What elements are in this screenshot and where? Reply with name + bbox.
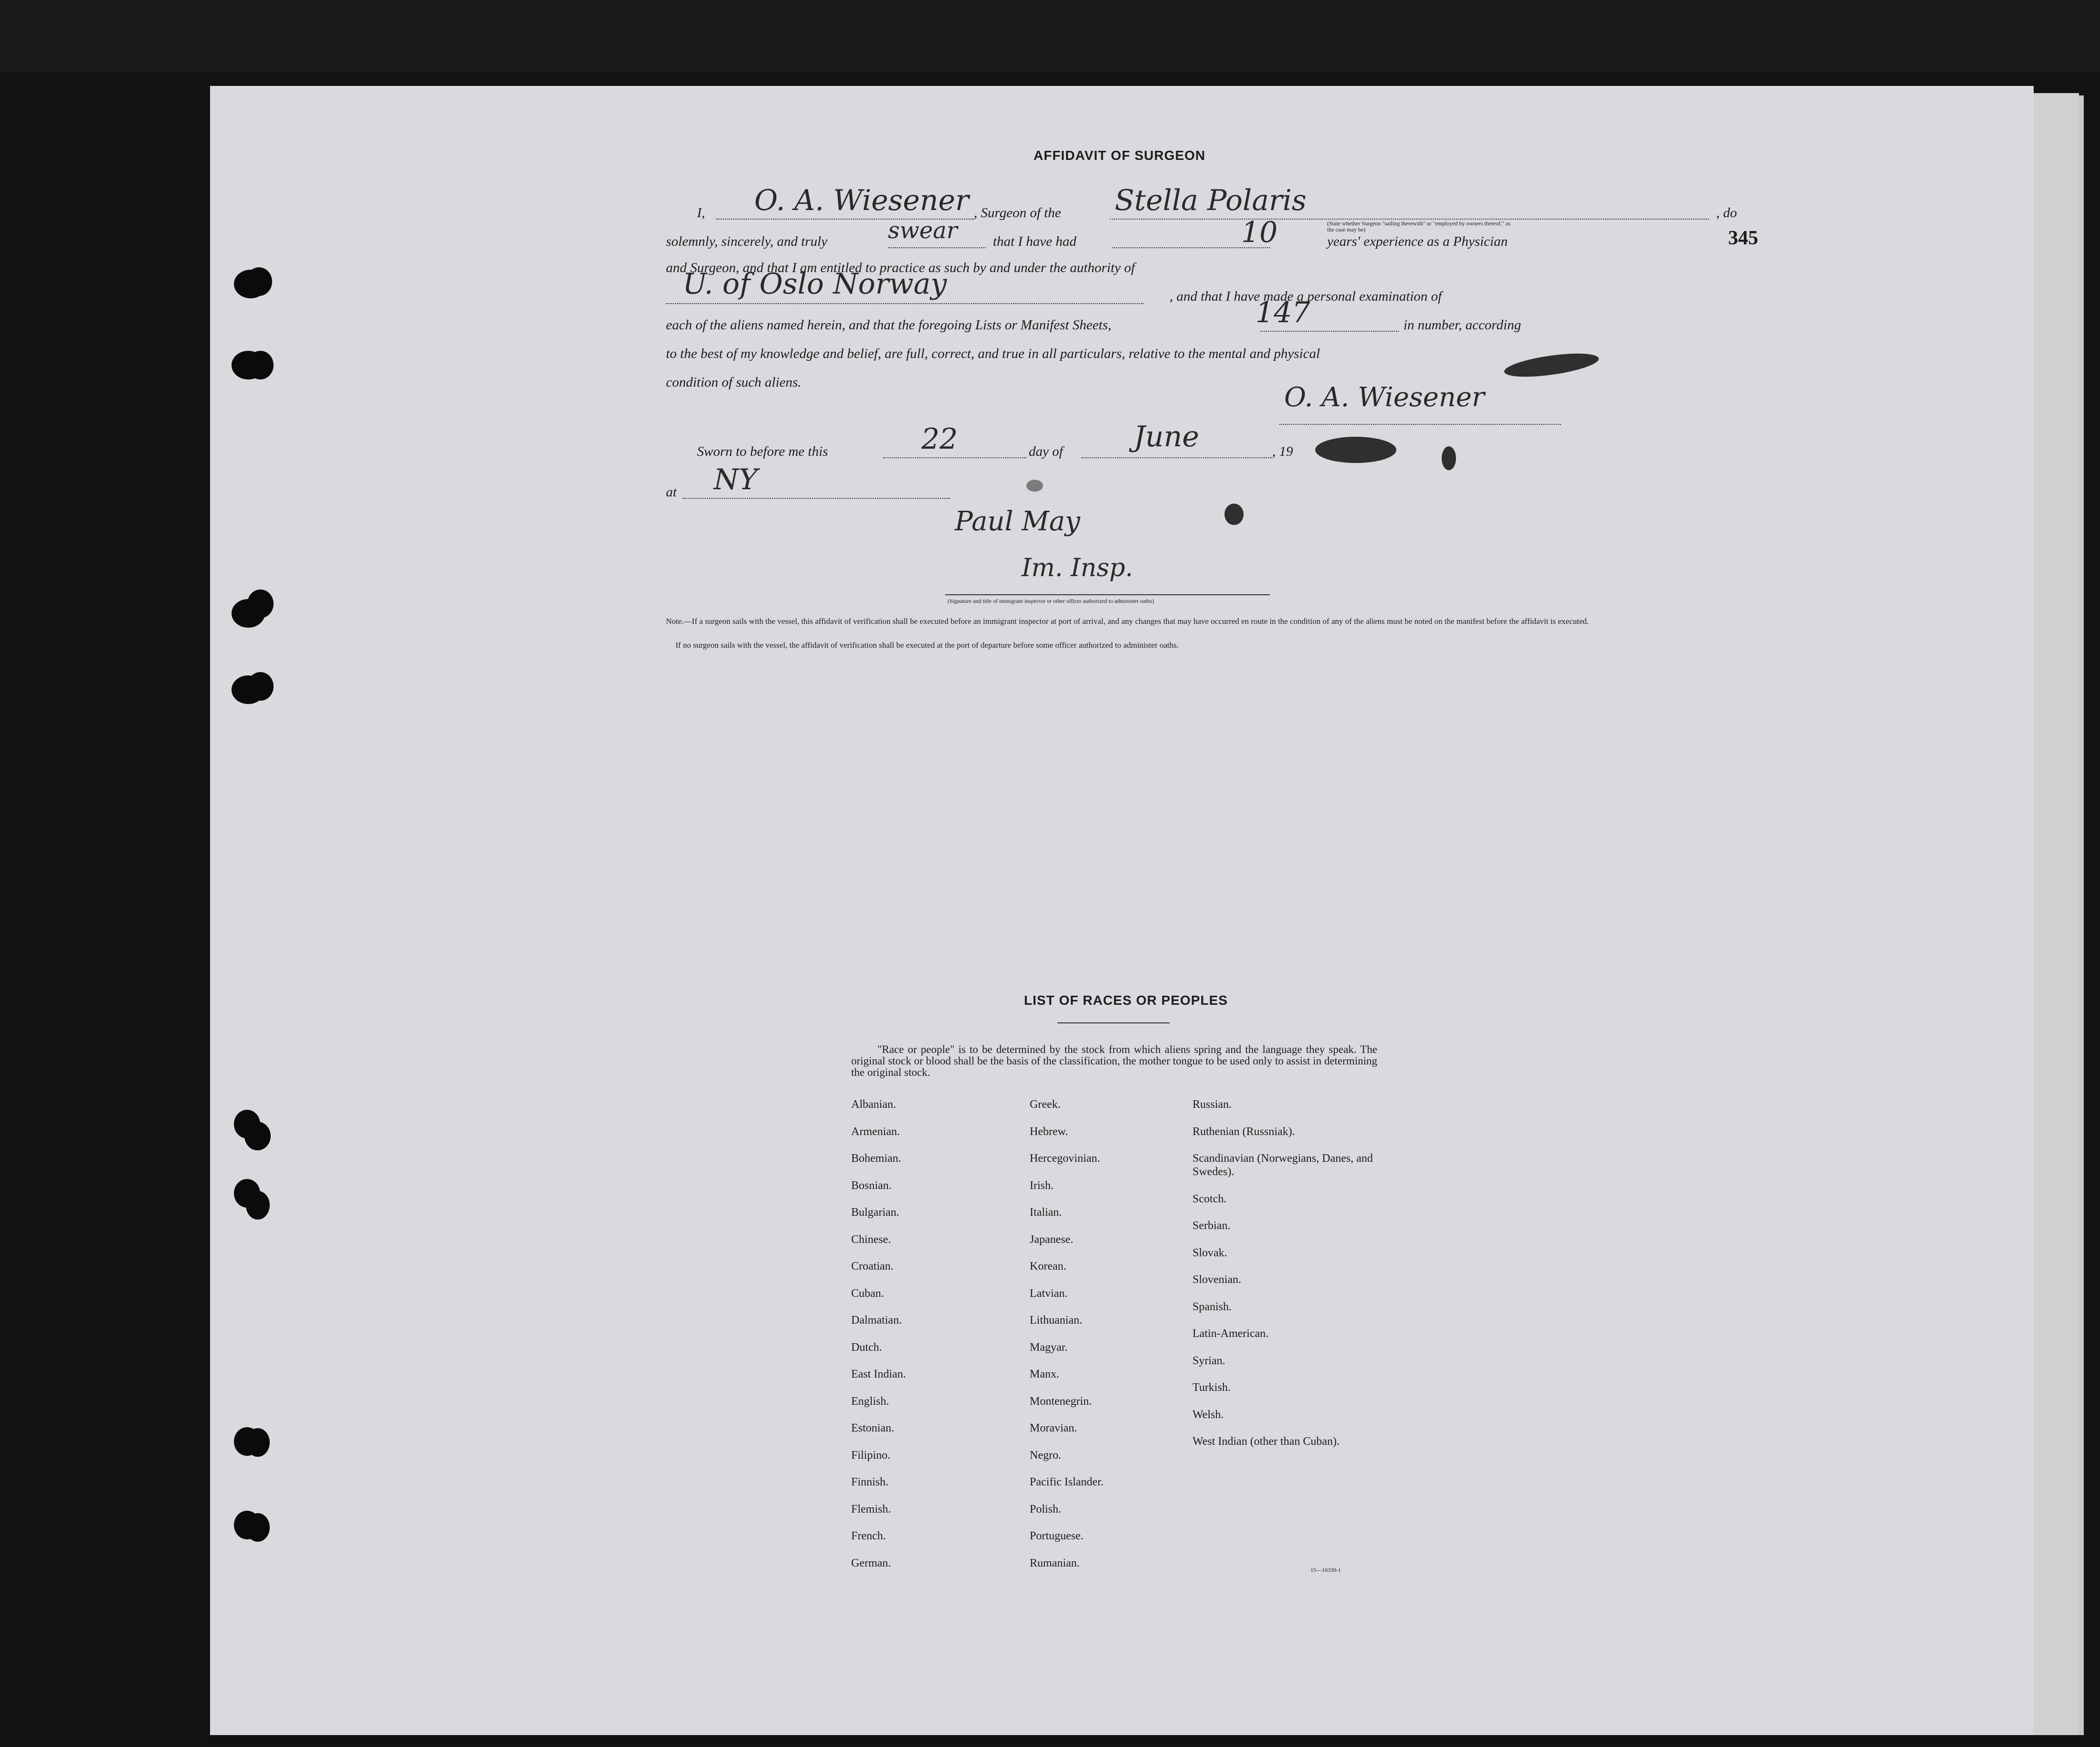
form-number: 15—10330-1 xyxy=(1310,1567,1341,1573)
race-item: Scandinavian (Norwegians, Danes, and Swedes). xyxy=(1192,1152,1373,1178)
place-line xyxy=(683,498,950,499)
officer-signature: Paul May xyxy=(955,506,1080,537)
label-day-of: day of xyxy=(1029,444,1063,459)
race-item: Latvian. xyxy=(1030,1287,1068,1300)
sworn-month-line xyxy=(1081,457,1272,458)
race-item: Albanian. xyxy=(851,1098,896,1111)
race-item: Serbian. xyxy=(1192,1220,1231,1232)
race-item: Magyar. xyxy=(1030,1341,1068,1354)
label-sworn: Sworn to before me this xyxy=(697,444,828,459)
sheets-line xyxy=(1260,331,1399,332)
race-item: Korean. xyxy=(1030,1260,1066,1273)
label-in-number: in number, according xyxy=(1404,317,1521,333)
race-item: West Indian (other than Cuban). xyxy=(1192,1435,1340,1448)
label-that-i-have-had: that I have had xyxy=(993,234,1076,249)
label-i: I, xyxy=(697,205,705,221)
race-item: Greek. xyxy=(1030,1098,1061,1111)
punch-hole xyxy=(246,267,272,296)
surgeon-signature-line xyxy=(1279,424,1561,425)
race-item: Bosnian. xyxy=(851,1179,892,1192)
punch-hole xyxy=(246,1191,270,1220)
label-personal-exam: , and that I have made a personal examination of xyxy=(1170,289,1442,304)
label-to-the-best: to the best of my knowledge and belief, are full, correct, and true in all particulars, relative to the mental and physical xyxy=(666,346,1320,361)
race-item: Lithuanian. xyxy=(1030,1314,1082,1326)
race-item: Bulgarian. xyxy=(851,1206,899,1219)
races-title-rule xyxy=(1057,1022,1170,1023)
race-item: Italian. xyxy=(1030,1206,1062,1219)
ink-smudge xyxy=(1315,437,1396,463)
race-item: Portuguese. xyxy=(1030,1530,1084,1542)
sworn-month-handwriting: June xyxy=(1134,420,1199,453)
label-surgeon-of: , Surgeon of the xyxy=(974,205,1061,221)
race-item: Armenian. xyxy=(851,1126,900,1138)
surgeon-signature: O. A. Wiesener xyxy=(1284,382,1485,413)
sheets-handwriting: 147 xyxy=(1256,296,1310,329)
race-item: Manx. xyxy=(1030,1368,1059,1380)
race-item: Flemish. xyxy=(851,1503,891,1515)
officer-title: Im. Insp. xyxy=(1022,554,1133,582)
race-item: Japanese. xyxy=(1030,1233,1074,1246)
race-item: Pacific Islander. xyxy=(1030,1476,1104,1488)
oath-handwriting: swear xyxy=(888,217,958,244)
races-title: LIST OF RACES OR PEOPLES xyxy=(1024,993,1228,1008)
officer-signature-line xyxy=(945,594,1270,595)
affidavit-title: AFFIDAVIT OF SURGEON xyxy=(1034,148,1206,163)
label-each-of: each of the aliens named herein, and that the foregoing Lists or Manifest Sheets, xyxy=(666,317,1111,333)
race-item: Negro. xyxy=(1030,1449,1061,1462)
surgeon-name-handwriting: O. A. Wiesener xyxy=(754,184,969,217)
race-item: Bohemian. xyxy=(851,1152,901,1165)
race-item: English. xyxy=(851,1395,889,1408)
punch-hole xyxy=(246,1513,270,1542)
race-item: Slovak. xyxy=(1192,1247,1227,1259)
race-item: East Indian. xyxy=(851,1368,906,1380)
race-item: Spanish. xyxy=(1192,1301,1232,1313)
film-frame-border xyxy=(0,0,2100,72)
races-intro: "Race or people" is to be determined by the stock from which aliens spring and the language they speak. The original stock or blood shall be the basis of the classification, the mother tongue to be used only to assist in determining the original stock. xyxy=(851,1043,1377,1078)
vessel-line xyxy=(1110,219,1709,220)
label-at: at xyxy=(666,484,677,500)
label-condition: condition of such aliens. xyxy=(666,375,802,390)
years-handwriting: 10 xyxy=(1241,216,1278,249)
race-item: Finnish. xyxy=(851,1476,889,1488)
label-year-prefix: , 19 xyxy=(1272,444,1293,459)
race-item: Hercegovinian. xyxy=(1030,1152,1100,1165)
note-1: Note.—If a surgeon sails with the vessel, this affidavit of verification shall be executed before an immigrant inspector at port of arrival, and any changes that may have occurred en route in the condition of any of the aliens must be noted on the manifest before the affidavit is executed. xyxy=(666,617,1589,626)
place-handwriting: NY xyxy=(714,463,758,496)
race-item: Ruthenian (Russniak). xyxy=(1192,1126,1295,1138)
state-whether-note: (State whether Surgeon "sailing therewith" or "employed by owners thereof," as the case may be) xyxy=(1327,220,1511,233)
ink-smudge xyxy=(1026,480,1043,492)
race-item: Polish. xyxy=(1030,1503,1062,1515)
sworn-day-line xyxy=(883,457,1026,458)
race-item: Montenegrin. xyxy=(1030,1395,1092,1408)
race-item: Hebrew. xyxy=(1030,1126,1068,1138)
ink-smudge xyxy=(1224,504,1244,525)
race-item: Syrian. xyxy=(1192,1355,1225,1367)
label-do: , do xyxy=(1716,205,1737,221)
vessel-handwriting: Stella Polaris xyxy=(1115,184,1307,217)
race-item: Scotch. xyxy=(1192,1193,1227,1205)
sworn-day-handwriting: 22 xyxy=(921,422,958,456)
label-solemnly: solemnly, sincerely, and truly xyxy=(666,234,828,249)
signature-caption: (Signature and title of immigrant inspector or other officer authorized to administer oaths) xyxy=(948,598,1154,604)
punch-hole xyxy=(247,589,274,618)
ink-smudge xyxy=(1442,446,1456,470)
punch-hole xyxy=(247,672,274,701)
note-2: If no surgeon sails with the vessel, the affidavit of verification shall be executed at the port of departure before some officer authorized to administer oaths. xyxy=(675,641,1179,650)
race-item: Estonian. xyxy=(851,1422,894,1434)
ink-smudge xyxy=(1503,349,1600,381)
race-item: Welsh. xyxy=(1192,1409,1224,1421)
race-item: Chinese. xyxy=(851,1233,891,1246)
race-item: German. xyxy=(851,1557,891,1569)
race-item: Russian. xyxy=(1192,1098,1232,1111)
race-item: French. xyxy=(851,1530,886,1542)
punch-hole xyxy=(247,351,274,379)
label-years-experience: years' experience as a Physician xyxy=(1327,234,1508,249)
race-item: Slovenian. xyxy=(1192,1273,1241,1286)
race-item: Dutch. xyxy=(851,1341,882,1354)
race-item: Irish. xyxy=(1030,1179,1054,1192)
race-item: Moravian. xyxy=(1030,1422,1077,1434)
race-item: Cuban. xyxy=(851,1287,884,1300)
race-item: Rumanian. xyxy=(1030,1557,1080,1569)
oath-line xyxy=(888,247,986,248)
label-and-surgeon: and Surgeon, and that I am entitled to practice as such by and under the authority of xyxy=(666,260,1135,275)
race-item: Latin-American. xyxy=(1192,1327,1269,1340)
race-item: Filipino. xyxy=(851,1449,891,1462)
race-item: Croatian. xyxy=(851,1260,894,1273)
punch-hole xyxy=(246,1428,270,1457)
race-item: Dalmatian. xyxy=(851,1314,902,1326)
punch-hole xyxy=(244,1122,271,1150)
page-number: 345 xyxy=(1728,227,1758,249)
authority-handwriting: U. of Oslo Norway xyxy=(683,267,947,301)
race-item: Turkish. xyxy=(1192,1381,1231,1394)
authority-line xyxy=(666,303,1143,304)
document-page xyxy=(210,86,2034,1735)
